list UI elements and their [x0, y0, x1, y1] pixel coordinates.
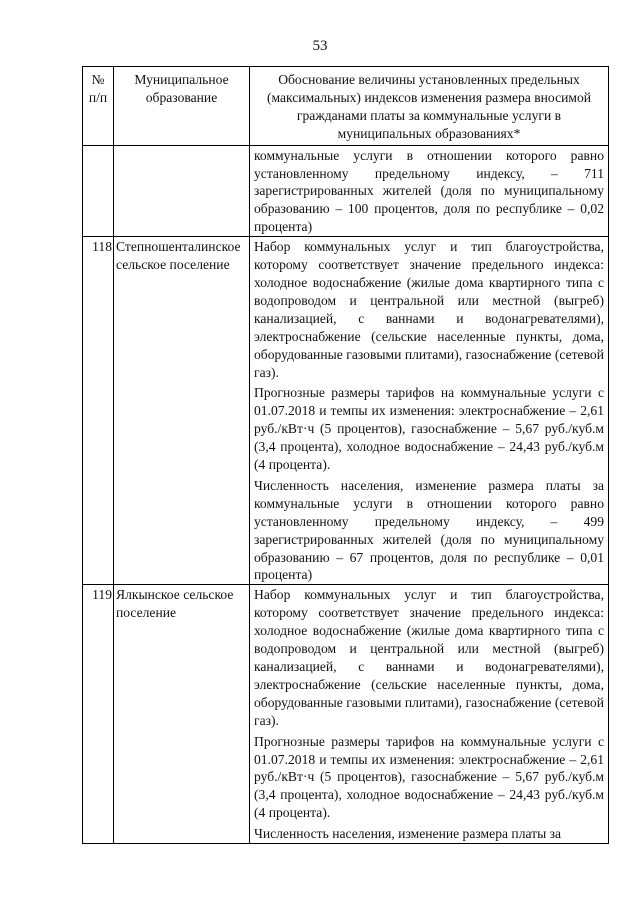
justification-paragraph: Набор коммунальных услуг и тип благоустройства, которому соответствует значение предельного индекса: холодное водоснабжение (жилые дома квартирного типа с водопроводом и центральной или местной (выгреб) канализацией, с ваннами и водонагревателями), электроснабжение (сельские населенные пункты, дома, оборудованные газовыми плитами), газоснабжение (сетевой газ). [254, 587, 604, 728]
row-justification [250, 145, 609, 237]
row-number: 119 [83, 585, 114, 844]
row-municipality: Ялкынское сельское поселение [114, 585, 250, 844]
tariff-table [82, 66, 609, 844]
table-row [83, 237, 609, 585]
table-row [83, 145, 609, 237]
row-justification [250, 585, 609, 844]
header-municipality: Муниципальное образование [114, 67, 250, 146]
justification-paragraph: Прогнозные размеры тарифов на коммунальные услуги с 01.07.2018 и темпы их изменения: электроснабжение – 2,61 руб./кВт·ч (5 процентов), газоснабжение – 5,67 руб./куб.м (3,4 процента), холодное водоснабжение – 24,43 руб./куб.м (4 процента). [254, 733, 604, 821]
justification-paragraph: Набор коммунальных услуг и тип благоустройства, которому соответствует значение предельного индекса: холодное водоснабжение (жилые дома квартирного типа с водопроводом и центральной или местной (выгреб) канализацией, с ваннами и водонагревателями), электроснабжение (сельские населенные пункты, дома, оборудованные газовыми плитами), газоснабжение (сетевой газ). [254, 239, 604, 380]
table-header-row [83, 67, 609, 146]
justification-paragraph: Численность населения, изменение размера платы за коммунальные услуги в отношении которого равно установленному предельному индексу, – 499 зарегистрированных жителей (доля по муниципальному образованию – 67 процентов, доля по республике – 0,01 процента) [254, 477, 604, 583]
justification-paragraph: Численность населения, изменение размера платы за [254, 826, 562, 842]
justification-paragraph: Прогнозные размеры тарифов на коммунальные услуги с 01.07.2018 и темпы их изменения: электроснабжение – 2,61 руб./кВт·ч (5 процентов), газоснабжение – 5,67 руб./куб.м (3,4 процента), холодное водоснабжение – 24,43 руб./куб.м (4 процента). [254, 385, 604, 473]
row-justification [250, 237, 609, 585]
table-row [83, 585, 609, 844]
row-municipality [114, 145, 250, 237]
row-municipality: Степношенталинское сельское поселение [114, 237, 250, 585]
header-justification: Обоснование величины установленных предельных (максимальных) индексов изменения размера вносимой гражданами платы за коммунальные услуги в муниципальных образованиях* [250, 67, 609, 146]
page-number: 53 [312, 38, 328, 54]
justification-paragraph: коммунальные услуги в отношении которого равно установленному предельному индексу, – 711 зарегистрированных жителей (доля по муниципальному образованию – 100 процентов, доля по республике – 0,02 процента) [254, 147, 604, 235]
header-num: № п/п [83, 67, 114, 146]
row-number: 118 [83, 237, 114, 585]
row-number [83, 145, 114, 237]
